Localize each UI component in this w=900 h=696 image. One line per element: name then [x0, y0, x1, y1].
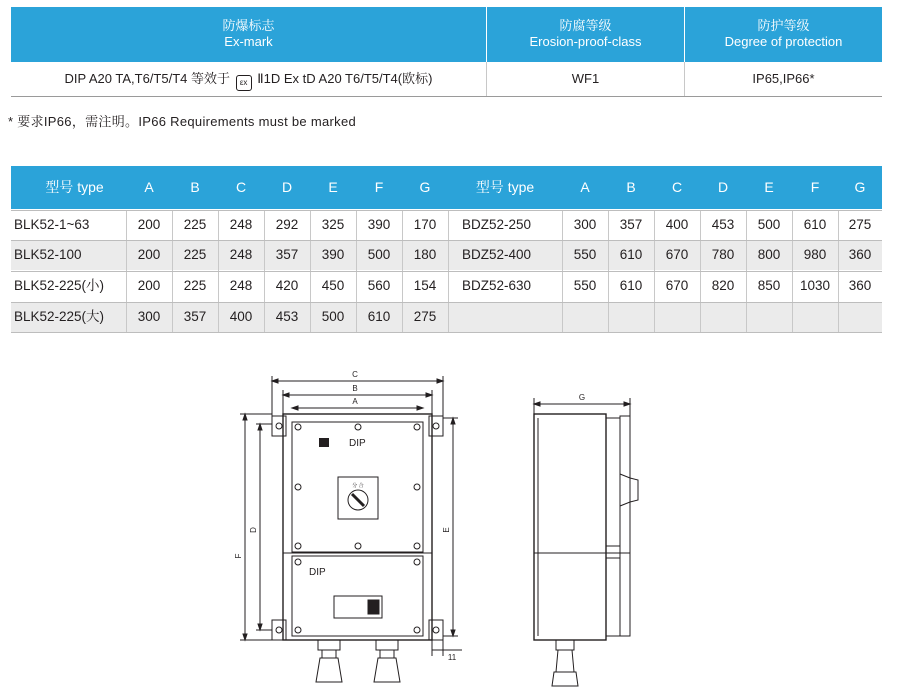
dim-label-g: G — [578, 393, 586, 402]
dims-cell: 610 — [619, 278, 643, 293]
dims-cell: 357 — [183, 309, 207, 324]
dims-cell: 550 — [573, 278, 597, 293]
dims-cell: 610 — [803, 217, 827, 232]
dims-model-left: BLK52-225(小) — [14, 278, 105, 293]
dims-cell: 275 — [413, 309, 437, 324]
dip-label-top: DIP — [349, 438, 366, 449]
header-ex-mark-zh: 防爆标志 — [222, 18, 275, 33]
header-erosion-class-en: Erosion-proof-class — [529, 34, 642, 49]
dims-cell: 292 — [275, 217, 299, 232]
dims-cell: 670 — [665, 247, 689, 262]
dims-cell: 610 — [619, 247, 643, 262]
dim-label-c: C — [352, 370, 358, 379]
dims-header-right-1: A — [580, 179, 590, 195]
erosion-class-value: WF1 — [487, 62, 684, 96]
dims-cell: 360 — [848, 247, 872, 262]
dims-cell: 780 — [711, 247, 735, 262]
dims-model-left: BLK52-225(大) — [14, 309, 105, 324]
dims-cell: 154 — [413, 278, 437, 293]
header-ex-mark-en: Ex-mark — [224, 34, 273, 49]
header-protection-degree-en: Degree of protection — [724, 34, 843, 49]
dims-header-left-2: B — [190, 179, 200, 195]
dims-cell: 820 — [711, 278, 735, 293]
dims-cell: 300 — [137, 309, 161, 324]
dim-label-a: A — [352, 397, 358, 406]
dims-model-right: BDZ52-400 — [462, 247, 532, 262]
dims-header-right-7: G — [854, 179, 866, 195]
dim-label-f: F — [234, 553, 243, 559]
dims-cell: 170 — [413, 217, 437, 232]
ex-mark-suffix: Ⅱ1D Ex tD A20 T6/T5/T4(欧标) — [257, 71, 433, 86]
dims-cell: 390 — [321, 247, 345, 262]
dims-header-right-3: C — [671, 179, 683, 195]
ex-mark-prefix: DIP A20 TA,T6/T5/T4 等效于 — [64, 71, 230, 86]
dims-header-right-0: 型号 type — [475, 179, 535, 195]
dims-cell: 850 — [757, 278, 781, 293]
dims-cell: 360 — [848, 278, 872, 293]
dims-cell: 225 — [183, 278, 207, 293]
dims-cell: 180 — [413, 247, 437, 262]
dims-cell: 980 — [803, 247, 827, 262]
dim-label-d: D — [249, 527, 258, 533]
dims-header-left-6: F — [374, 179, 384, 195]
dims-model-left: BLK52-100 — [14, 247, 82, 262]
dims-cell: 200 — [137, 217, 161, 232]
dims-model-right: BDZ52-250 — [462, 217, 532, 232]
dims-model-left: BLK52-1~63 — [14, 217, 90, 232]
dims-cell: 1030 — [799, 278, 831, 293]
dims-cell: 453 — [275, 309, 299, 324]
dims-cell: 325 — [321, 217, 345, 232]
dims-cell: 420 — [275, 278, 299, 293]
dims-cell: 357 — [619, 217, 643, 232]
dims-cell: 248 — [229, 278, 253, 293]
dims-cell: 300 — [573, 217, 597, 232]
dims-model-right: BDZ52-630 — [462, 278, 532, 293]
dims-cell: 200 — [137, 247, 161, 262]
dims-cell: 390 — [367, 217, 391, 232]
dims-cell: 450 — [321, 278, 345, 293]
dims-cell: 800 — [757, 247, 781, 262]
dims-cell: 610 — [367, 309, 391, 324]
dims-cell: 248 — [229, 217, 253, 232]
dims-header-left-1: A — [144, 179, 154, 195]
dims-cell: 453 — [711, 217, 735, 232]
dims-header-left-3: C — [235, 179, 247, 195]
dims-cell: 400 — [229, 309, 253, 324]
dims-header-left-0: 型号 type — [45, 179, 104, 195]
dims-cell: 225 — [183, 247, 207, 262]
switch-position-marks: 分 合 — [352, 483, 364, 489]
dims-cell: 248 — [229, 247, 253, 262]
dims-cell: 500 — [367, 247, 391, 262]
dims-header-left-5: E — [328, 179, 338, 195]
header-protection-degree-zh: 防护等级 — [757, 18, 810, 33]
dims-header-right-2: B — [626, 179, 636, 195]
dims-cell: 560 — [367, 278, 391, 293]
dim-label-11: 11 — [447, 653, 457, 662]
dims-cell: 225 — [183, 217, 207, 232]
dims-header-left-4: D — [281, 179, 293, 195]
header-erosion-class-zh: 防腐等级 — [559, 18, 612, 33]
dim-label-e: E — [442, 527, 451, 533]
dims-cell: 275 — [848, 217, 872, 232]
protection-degree-value: IP65,IP66* — [685, 62, 882, 96]
dims-cell: 500 — [757, 217, 781, 232]
dims-header-right-6: F — [810, 179, 820, 195]
ex-symbol-text: εx — [239, 78, 248, 87]
dims-cell: 550 — [573, 247, 597, 262]
ip66-note: * 要求IP66，需注明。IP66 Requirements must be marked — [8, 114, 357, 129]
dims-header-right-4: D — [717, 179, 729, 195]
dims-header-left-7: G — [419, 179, 431, 195]
dims-cell: 357 — [275, 247, 299, 262]
dims-cell: 400 — [665, 217, 689, 232]
dims-cell: 500 — [321, 309, 345, 324]
dip-label-bottom: DIP — [309, 567, 326, 578]
dims-header-right-5: E — [764, 179, 774, 195]
dims-cell: 200 — [137, 278, 161, 293]
dim-label-b: B — [352, 384, 358, 393]
dims-cell: 670 — [665, 278, 689, 293]
